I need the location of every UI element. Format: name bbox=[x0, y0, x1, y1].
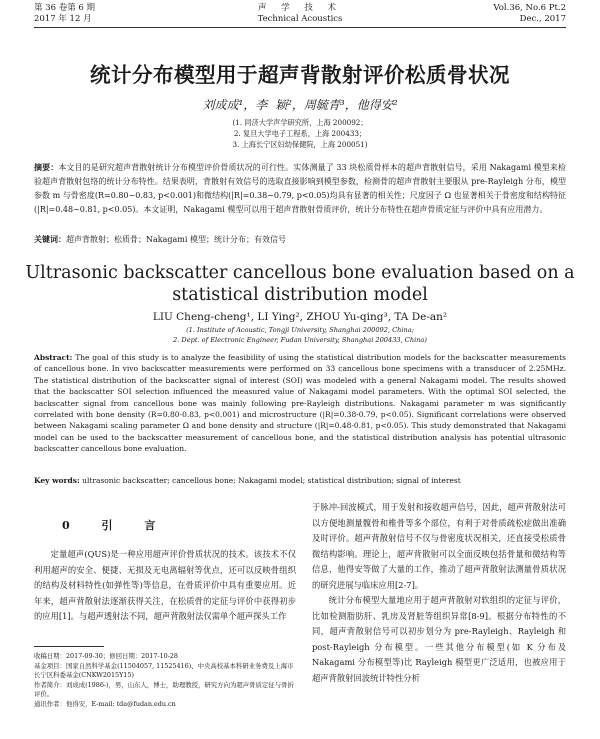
body-paragraph: 于脉冲-回波模式，用于发射和接收超声信号，因此，超声背散射法可以方便地测量髋骨和椎骨等多个部位，有利于对骨质疏松症做出准确及时评价。超声背散射信号不仅与骨密度状况相关，还直接受松质骨微结构影响。理论上，超声背散射可以全面反映包括骨量和微结构等信息，他得安等做了大量的工作，推动了超声背散射法测量骨质状况的研究进展与临床应用[2-7]。 bbox=[312, 502, 566, 590]
affiliation-cn-2: 2. 复旦大学电子工程系，上海 200433； bbox=[233, 129, 367, 138]
running-header bbox=[34, 3, 566, 28]
affiliation-cn-3: 3. 上海长宁区妇幼保健院，上海 200051) bbox=[232, 140, 368, 149]
keywords-cn bbox=[34, 234, 566, 245]
footnote-divider bbox=[34, 646, 104, 647]
footnote bbox=[34, 652, 296, 709]
body-paragraph: 统计分布模型大量地应用于超声背散射对软组织的定征与评价，比如检测脂肪肝、乳房及肾脏等组织异常[8-9]。根据分布特性的不同，超声背散射信号可以初步划分为 pre-Rayleigh、Rayleigh 和 post-Rayleigh 分布模型。一些其他分布模型(如 K 分布及 Nakagami 分布模型等)比 Rayleigh 模型更广泛适用，也被应用于超声背散射回波统计特性分析 bbox=[312, 595, 566, 683]
journal-name-cn: 声 学 技 术 bbox=[257, 3, 343, 13]
keywords-cn-label: 关键词： bbox=[34, 234, 66, 244]
keywords-cn-text: 超声背散射；松质骨；Nakagami 模型；统计分布；有效信号 bbox=[66, 235, 286, 244]
footnote-fund: 基金项目：国家自然科学基金(11504057, 11525416)、中央高校基本科研业务费及上海市长宁区科委基金(CNKW2015Y15) bbox=[34, 661, 294, 679]
journal-name-en: Technical Acoustics bbox=[257, 14, 343, 24]
affiliations-en bbox=[0, 325, 600, 345]
affiliation-en-1: (1. Institute of Acoustic, Tongji University, Shanghai 200092, China; bbox=[186, 326, 414, 334]
authors-en: LIU Cheng-cheng¹, LI Ying², ZHOU Yu-qing³, TA De-an² bbox=[152, 311, 448, 323]
authors-cn: 刘成成¹，李 颖²，周毓青³，他得安² bbox=[202, 98, 398, 112]
title-en: Ultrasonic backscatter cancellous bone evaluation based on a statistical distribution model bbox=[25, 263, 575, 305]
abstract-cn-text: 本文目的是研究超声背散射统计分布模型评价骨质状况的可行性。实体测量了 33 块松质骨样本的超声背散射信号，采用 Nakagami 模型来检验超声背散射包络的统计分布特性。结果表明，背散射有效信号的选取直接影响到模型参数，检测骨的超声背散射主要服从 pre-Rayleigh 分布，模型参数 m 与骨密度(R=0.80~0.83, p<0.001)和微结构(|R|=0.38~0.79, p<0.05)均具有显著的相关性；尺度因子 Ω 也显著相关于骨密度和结构特征(|R|=0.48~0.81, p<0.05)。本文证明，Nakagami 模型可以用于超声背散射骨质评价，统计分布特性在超声骨质定征与评价中具有应用潜力。 bbox=[34, 163, 566, 214]
abstract-en-label: Abstract: bbox=[34, 353, 73, 362]
issue-en: Vol.36, No.6 Pt.2 bbox=[493, 3, 566, 13]
keywords-en-text: ultrasonic backscatter; cancellous bone; Nakagami model; statistical distribution; signal of interest bbox=[82, 476, 461, 485]
affiliation-en-2: 2. Dept. of Electronic Engineer, Fudan University, Shanghai 200433, China) bbox=[173, 336, 427, 344]
footnote-author: 作者简介：刘成成(1986-)，男，山东人，博士，助理教授，研究方向为超声骨质定征与骨折评价。 bbox=[34, 680, 294, 698]
header-right bbox=[493, 3, 566, 25]
keywords-en-label: Key words: bbox=[34, 476, 80, 485]
affiliation-cn-1: (1. 同济大学声学研究所，上海 200092； bbox=[232, 118, 368, 127]
keywords-en bbox=[34, 476, 566, 485]
body-paragraph: 定量超声(QUS)是一种应用超声评价骨质状况的技术。该技术不仅利用超声的安全、便捷、无损及无电离辐射等优点，还可以反映骨组织的结构及材料特性(如弹性等)等信息，在骨质评价中具有重要应用。近年来，超声背散射法逐渐获得关注，在松质骨的定征与评价中获得初步的应用[1]。与超声透射法不同，超声背散射法仅需单个超声探头工作 bbox=[34, 549, 296, 621]
body-column-left bbox=[34, 547, 296, 625]
body-column-right bbox=[312, 500, 566, 686]
header-center bbox=[34, 3, 566, 25]
abstract-en bbox=[34, 352, 566, 455]
section-heading-intro: 0 引 言 bbox=[62, 519, 170, 532]
issue-cn: 第 36 卷第 6 期 bbox=[34, 3, 96, 13]
title-cn: 统计分布模型用于超声背散射评价松质骨状况 bbox=[90, 63, 510, 87]
affiliations-cn bbox=[0, 117, 600, 150]
footnote-received: 收稿日期：2017-09-30；修回日期：2017-10-28 bbox=[34, 652, 178, 660]
abstract-en-text: The goal of this study is to analyze the feasibility of using the statistical distribution models for the backscatter measurements of cancellous bone. In vivo backscatter measurements were performed on 33 cancellous bone specimens with a transducer of 2.25MHz. The statistical distribution of the backscatter signal of interest (SOI) was modeled with a general Nakagami model. The results showed that the backscatter SOI selection influenced the measured value of Nakagami model parameters. With the optimal SOI selected, the backscatter signal from cancellous bone was mainly following pre-Rayleigh distributions. Nakagami parameter m was significantly correlated with bone density (R=0.80-0.83, p<0.001) and microstructure (|R|=0.38-0.79, p<0.05). Significant correlations were observed between Nakagami scaling parameter Ω and bone density and structure (|R|=0.48-0.81, p<0.05). This study demonstrated that Nakagami model can be used to the backscatter measurement of cancellous bone, and the statistical distribution analysis has potential ultrasonic backscatter cancellous bone evaluation. bbox=[34, 353, 566, 454]
date-cn: 2017 年 12 月 bbox=[34, 14, 92, 24]
footnote-corresponding: 通讯作者：他得安，E-mail: tda@fudan.edu.cn bbox=[34, 699, 176, 708]
date-en: Dec., 2017 bbox=[519, 14, 566, 24]
abstract-cn-label: 摘要： bbox=[34, 162, 59, 172]
abstract-cn bbox=[34, 160, 566, 217]
